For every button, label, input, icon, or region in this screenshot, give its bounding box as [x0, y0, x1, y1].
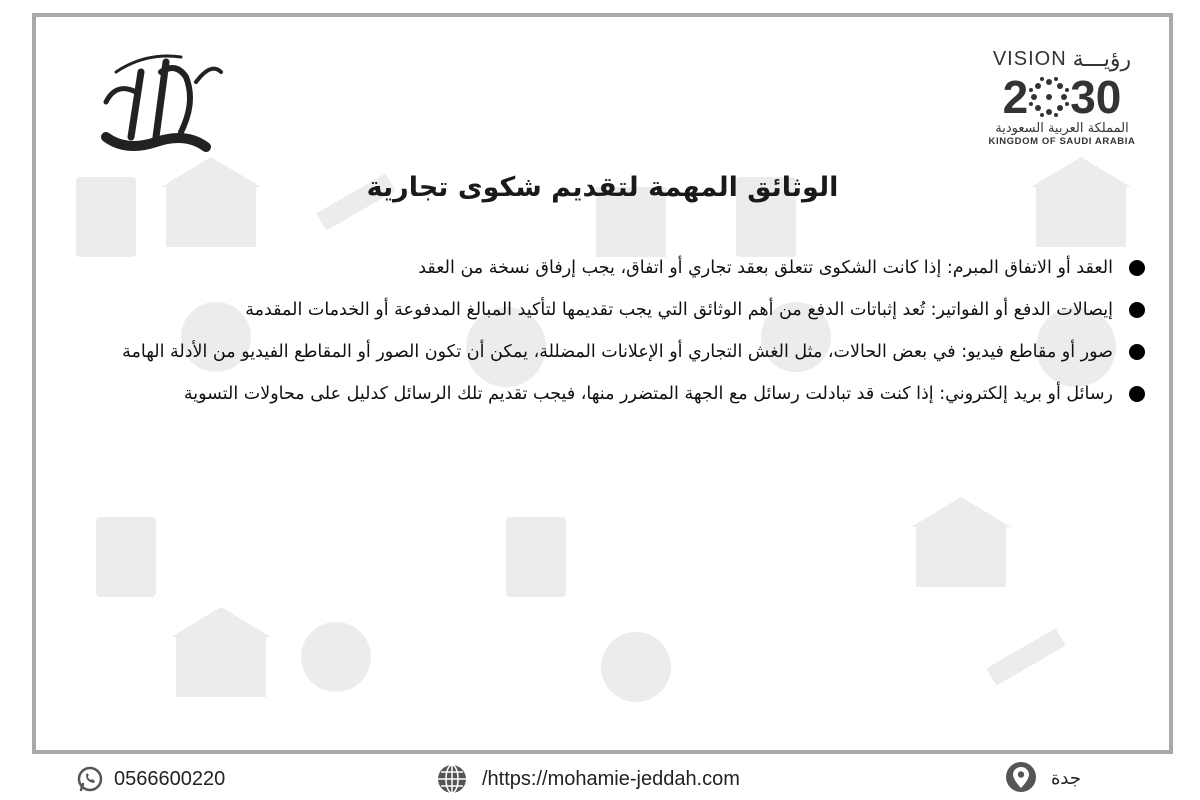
bullet-icon	[1129, 260, 1145, 276]
list-item-text: صور أو مقاطع فيديو: في بعض الحالات، مثل الغش التجاري أو الإعلانات المضللة، يمكن أن تكون الصور أو المقاطع الفيديو من الأدلة الهامة	[122, 342, 1113, 362]
whatsapp-icon	[76, 765, 104, 793]
footer	[0, 755, 1200, 800]
list-item	[64, 247, 1149, 289]
location-pin-icon	[1005, 761, 1037, 795]
vision-country-ar: المملكة العربية السعودية	[995, 121, 1129, 136]
globe-icon	[436, 763, 468, 795]
vision-country-en: KINGDOM OF SAUDI ARABIA	[988, 136, 1136, 147]
bullet-icon	[1129, 302, 1145, 318]
list-item-text: إيصالات الدفع أو الفواتير: تُعد إثباتات الدفع من أهم الوثائق التي يجب تقديمها لتأكيد المبالغ المدفوعة أو الخدمات المقدمة	[245, 300, 1113, 320]
calligraphy-logo	[86, 42, 226, 162]
footer-location	[1005, 761, 1081, 795]
list-item-text: رسائل أو بريد إلكتروني: إذا كنت قد تبادلت رسائل مع الجهة المتضرر منها، فيجب تقديم تلك الرسائل كدليل على محاولات التسوية	[183, 384, 1113, 404]
list-item-text: العقد أو الاتفاق المبرم: إذا كانت الشكوى تتعلق بعقد تجاري أو اتفاق، يجب إرفاق نسخة من العقد	[418, 258, 1113, 278]
vision-word-en: VISION	[992, 48, 1067, 70]
documents-list	[64, 247, 1149, 415]
website-link[interactable]: /https://mohamie-jeddah.com	[482, 767, 740, 790]
footer-phone[interactable]	[76, 765, 225, 793]
vision-year-left: 2	[1002, 71, 1029, 123]
vision-2030-logo	[977, 47, 1147, 157]
list-item	[64, 289, 1149, 331]
document-frame	[32, 13, 1173, 754]
phone-number: 0566600220	[114, 767, 226, 790]
vision-year-right: 30	[1070, 71, 1122, 123]
page-title: الوثائق المهمة لتقديم شكوى تجارية	[366, 172, 839, 203]
palm-swords-emblem-icon	[1026, 74, 1072, 120]
bullet-icon	[1129, 386, 1145, 402]
bullet-icon	[1129, 344, 1145, 360]
city-name: جدة	[1051, 767, 1082, 789]
footer-website[interactable]	[436, 763, 740, 795]
list-item	[64, 331, 1149, 373]
vision-word-ar: رؤيـــة	[1072, 47, 1132, 72]
list-item	[64, 373, 1149, 415]
